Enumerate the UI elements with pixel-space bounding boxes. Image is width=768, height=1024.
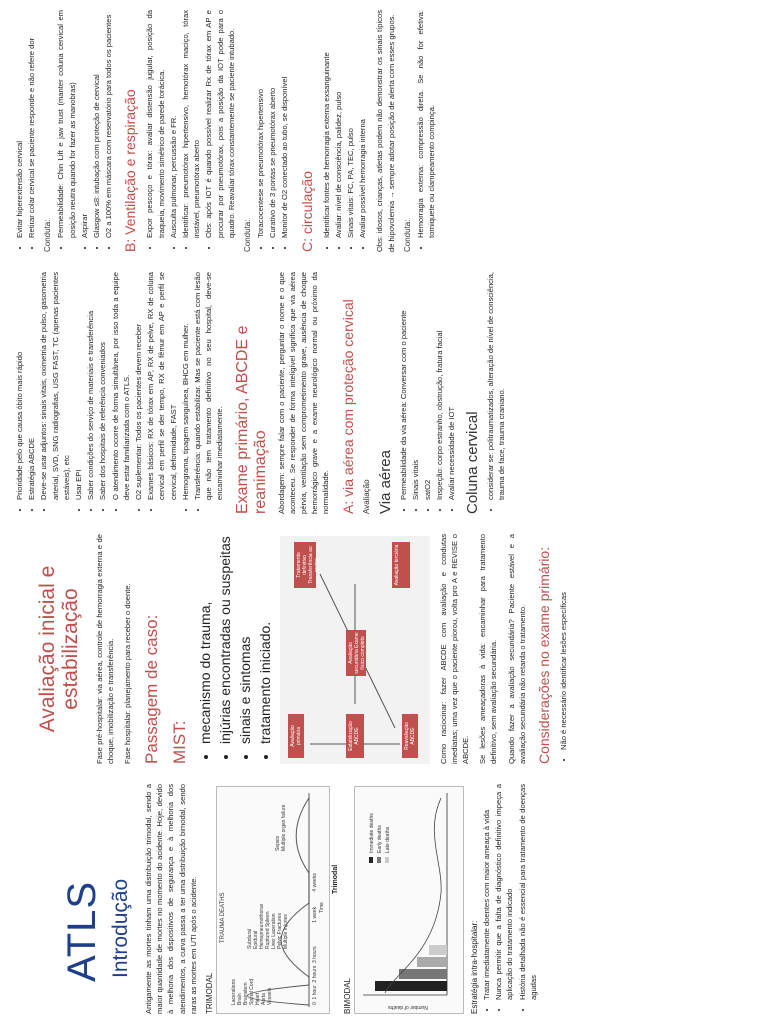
list-item: • Transferência: quando estabilizar. Mas se paciente está com lesão que não tem tratamento definitivo no seu hospital, deve-se encaminhar imediatamente. — [192, 272, 226, 500]
prehospital-paragraph: Fase pré-hospitalar: via aérea, controle de hemorragia externa e de choque, imobilização e transferência. — [95, 534, 116, 764]
trimodal-axis-labels: 0 1 hour 2 hours 3 hours 1 week 4 weeks — [312, 873, 319, 1005]
list-item: • Glasgow ≤8: intubação com proteção de cervical — [91, 10, 102, 238]
flow-box-primary: Avaliação primária — [288, 714, 304, 758]
trimodal-fig-title: TRAUMA DEATHS — [220, 892, 227, 943]
circulation-conduct-label: Conduta: — [402, 219, 412, 252]
circulation-conduct-list — [415, 10, 437, 252]
list-item: • considerar se: politraumatizados, alteração de nível de consciência, trauma de face, trauma craniano. — [485, 272, 507, 500]
list-item: • Curativo de 3 pontas se pneumotórax aberto — [267, 10, 278, 238]
list-item: • Deve-se usar adjuntos: sinais vitais, oximetria de pulso, gasometria arterial, SVD, SNG radiografias, USG FAST, TC (apenas pacientes estáveis), etc — [38, 272, 72, 500]
list-item: • Permeabilidade: Chin Lift e jaw trust (manter coluna cervical em posição neutra quando for fazer as manobras) — [55, 10, 77, 238]
mist-list — [196, 534, 274, 764]
trimodal-label: TRIMODAL — [205, 972, 215, 1014]
bimodal-figure — [354, 786, 464, 1014]
breathing-conduct-list — [255, 10, 291, 252]
list-item: • O2 a 100% em máscara com reservatório para todos os pacientes — [103, 10, 114, 238]
list-item: • Identificar: pneumotórax hipertensivo, hemotórax maciço, tórax instável, pneumotórax aberto — [180, 10, 202, 238]
list-item: • Avaliar possível hemorragia interna — [357, 10, 368, 238]
mist-heading: MIST: — [169, 720, 189, 764]
column-4 — [0, 0, 768, 262]
list-item: • Sinais vitais — [410, 272, 421, 500]
flow-diagram — [280, 536, 430, 764]
list-item: • Inspeção: corpo estranho, obstrução, fratura facial — [434, 272, 445, 500]
abcde-paragraph: Abordagem: sempre falar com o paciente, perguntar o nome e o que aconteceu. Se responder de forma inteligível significa que via aérea pérvia, ventilação sem comprometimento grave, ausência de choque hemorrágico grave e a exame neurológico normal ou próximo da normalidade. — [276, 272, 331, 514]
trimodal-causes-left: Lacerations Brain Brainstem Spinal Cord Heart Aorta Vessels — [231, 978, 274, 1005]
list-item: • O2 suplementar: Todos os pacientes devem receber — [133, 272, 144, 500]
list-item: • Permeabilidade da via aérea: Conversar com o paciente — [398, 272, 409, 500]
list-item: • História detalhada não é essencial para tratamento de doenças agudas — [517, 784, 539, 1000]
handover-heading: Passagem de caso: — [141, 614, 161, 764]
list-item: • Obs: após IOT é quando possível realizar Rx de tórax em AP e procurar por pneumotórax, pois a posição da IOT pode para o quadro. Reavaliar tórax constantemente se paciente intubado. — [203, 10, 237, 238]
list-item: • Usar EPI — [73, 272, 84, 500]
evaluation-heading: Avaliação inicial e estabilização — [36, 565, 82, 733]
considerations-heading: Considerações no exame primário: — [536, 546, 553, 764]
circulation-obs: Obs: idosos, crianças, atletas podem não demonstrar os sinais típicos de hipovolemia → sempre adotar posição de alerta com esses grupos. — [375, 10, 396, 252]
strategy-list — [481, 784, 539, 1014]
considerations-list — [558, 534, 569, 764]
breathing-heading: B: Ventilação e respiração — [122, 89, 139, 252]
list-item: • Não é necessário identificar lesões específicas — [558, 534, 569, 750]
list-item: • Evitar hiperextensão cervical — [14, 10, 25, 238]
list-item: • Monitor de O2 conectado ao tubo, se disponível — [279, 10, 290, 238]
list-item: • Hemorragia externa: compressão direta. Se não for efetiva: torniquete ou clampeamento compinça. — [415, 10, 437, 238]
list-item: • Avaliar: nível de consciência, palidez, pulso — [333, 10, 344, 238]
trimodal-causes-mid: Subdural Epidural Hemopneumothorax Ruptured Spleen Liver Laceration Pelvic Fractures Multiple Injuries — [247, 903, 290, 949]
flow-box-definitive: Tratamento definitivo Transferência ao centro — [294, 542, 316, 588]
hospital-paragraph: Fase hospitalar: planejamento para receber o doente. — [123, 583, 133, 764]
list-item: • Estratégia ABCDE — [26, 272, 37, 500]
list-item: • Avaliar necessidade de IOT — [446, 272, 457, 500]
list-item: • Tratar imediatamente doentes com maior ameaça à vida — [481, 784, 492, 1000]
list-item: • Prioridade pelo que causa óbito mais rápido — [14, 272, 25, 500]
cervical-list — [485, 272, 507, 514]
list-item: • sinais e sintomas — [236, 534, 254, 744]
list-item: • Hemograma, tipagem sanguínea, BHCG em mulher. — [180, 272, 191, 500]
trimodal-figure — [216, 786, 330, 1014]
flow-box-secondary: Avaliação secundária Exame físico completo — [346, 630, 366, 676]
secondary-when-paragraph: Quando fazer a avaliação secundária? Paciente estável e a avaliação secundária não retarda o tratamento. — [506, 534, 527, 764]
flow-box-tertiary: Avaliação terciária — [392, 542, 410, 588]
list-item: • Retirar colar cervical se paciente responde e não refere dor — [26, 10, 37, 238]
airway-conduct-list — [55, 10, 114, 252]
abcde-heading: Exame primário, ABCDE e reanimação — [233, 325, 269, 514]
list-item: • mecanismo do trauma, — [196, 534, 214, 744]
bimodal-label: BIMODAL — [343, 977, 353, 1014]
document-title: ATLS — [60, 880, 104, 982]
trimodal-causes-right: Sepsis Multiple organ failure — [275, 804, 288, 851]
strategy-label: Estratégia intra-hospitalar: — [470, 920, 480, 1014]
intro-paragraph: Antigamente as mortes tinham uma distribuição trimodal, sendo a maior quantidade de mortes no momento do acidente. Hoje, devido à melhoria dos dispositivos de segurança e à melhoria dos atendimentos, a curva passa a ter uma distribuição bimodal, sendo raras as mortes em UTI após o acidente. — [144, 784, 198, 1014]
airway-heading: A: via aérea com proteção cervical — [339, 299, 356, 514]
list-item: • injúrias encontradas ou suspeitas — [216, 534, 234, 744]
airway-list — [398, 272, 458, 514]
breathing-list — [144, 10, 237, 252]
list-item: • Saber dos hospitais de referência conveniados — [97, 272, 108, 500]
column-1 — [0, 774, 768, 1024]
list-item: • satO2 — [422, 272, 433, 500]
list-item: • Expor pescoço e tórax: avaliar distensão jugular, posição da traqueia, movimento simétrico de parede torácica. — [144, 10, 166, 238]
list-item: • Identificar fontes de hemorragia externa exsanguinante — [321, 10, 332, 238]
circulation-heading: C: circulação — [298, 171, 315, 252]
trimodal-caption: Trimodal — [332, 864, 340, 894]
evaluation-label: Avaliação — [361, 479, 371, 514]
flow-box-reevaluation: Reavaliação ABCDE — [402, 714, 418, 758]
list-item: • Ausculta pulmonar, percussão e FR. — [168, 10, 179, 238]
list-item: • Saber condições do serviço de materiais e transferência — [85, 272, 96, 500]
cervical-extra-list — [14, 10, 37, 252]
cervical-subheading: Coluna cervical — [463, 411, 481, 514]
trimodal-x-title: Time — [319, 902, 326, 913]
bimodal-legend: Immediate deaths Early deaths Late deaths — [369, 813, 392, 853]
list-item: • Aspirar — [79, 10, 90, 238]
list-item: • O atendimento ocorre de forma simultânea, por isso toda a equipe deve estar familiarizada com o ATLS. — [110, 272, 132, 500]
list-item: • tratamento iniciado. — [256, 534, 274, 744]
list-item: • Sinais vitais: FC, PA, TEC, pulso — [345, 10, 356, 238]
airway-subheading: Via aérea — [376, 450, 394, 514]
airway-conduct-label: Conduta: — [43, 219, 53, 252]
flow-box-stabilization: Estabilização ABCDE — [346, 714, 364, 758]
list-item: • Toracocentese se pneumotórax hipertensivo — [255, 10, 266, 238]
list-item: • Nunca permitir que a falta de diagnóstico definitivo impeça a aplicação do tratamento indicado — [493, 784, 515, 1000]
list-item: • Exames básicos: RX de tórax em AP, RX de pelve, RX de coluna cervical em perfil se der tempo, RX de fêmur em AP e perfil se cervical, deformidade, FAST — [145, 272, 179, 500]
primary-guidelines-list — [14, 272, 226, 514]
bimodal-y-title: Number of deaths — [388, 1004, 428, 1011]
column-2 — [0, 524, 768, 774]
column-3 — [0, 262, 768, 524]
circulation-list — [321, 10, 369, 252]
threat-paragraph: Se lesões ameaçadoras à vida: encaminhar para tratamento definitivo, sem avaliação secundária. — [478, 534, 499, 764]
reasoning-paragraph: Como raciocinar: fazer ABCDE com avaliação e condutas imediatas; uma vez que o paciente piorou, volta pro A e REVISE o ABCDE. — [438, 534, 471, 764]
intro-heading: Introdução — [109, 878, 132, 978]
breathing-conduct-label: Conduta: — [243, 219, 253, 252]
